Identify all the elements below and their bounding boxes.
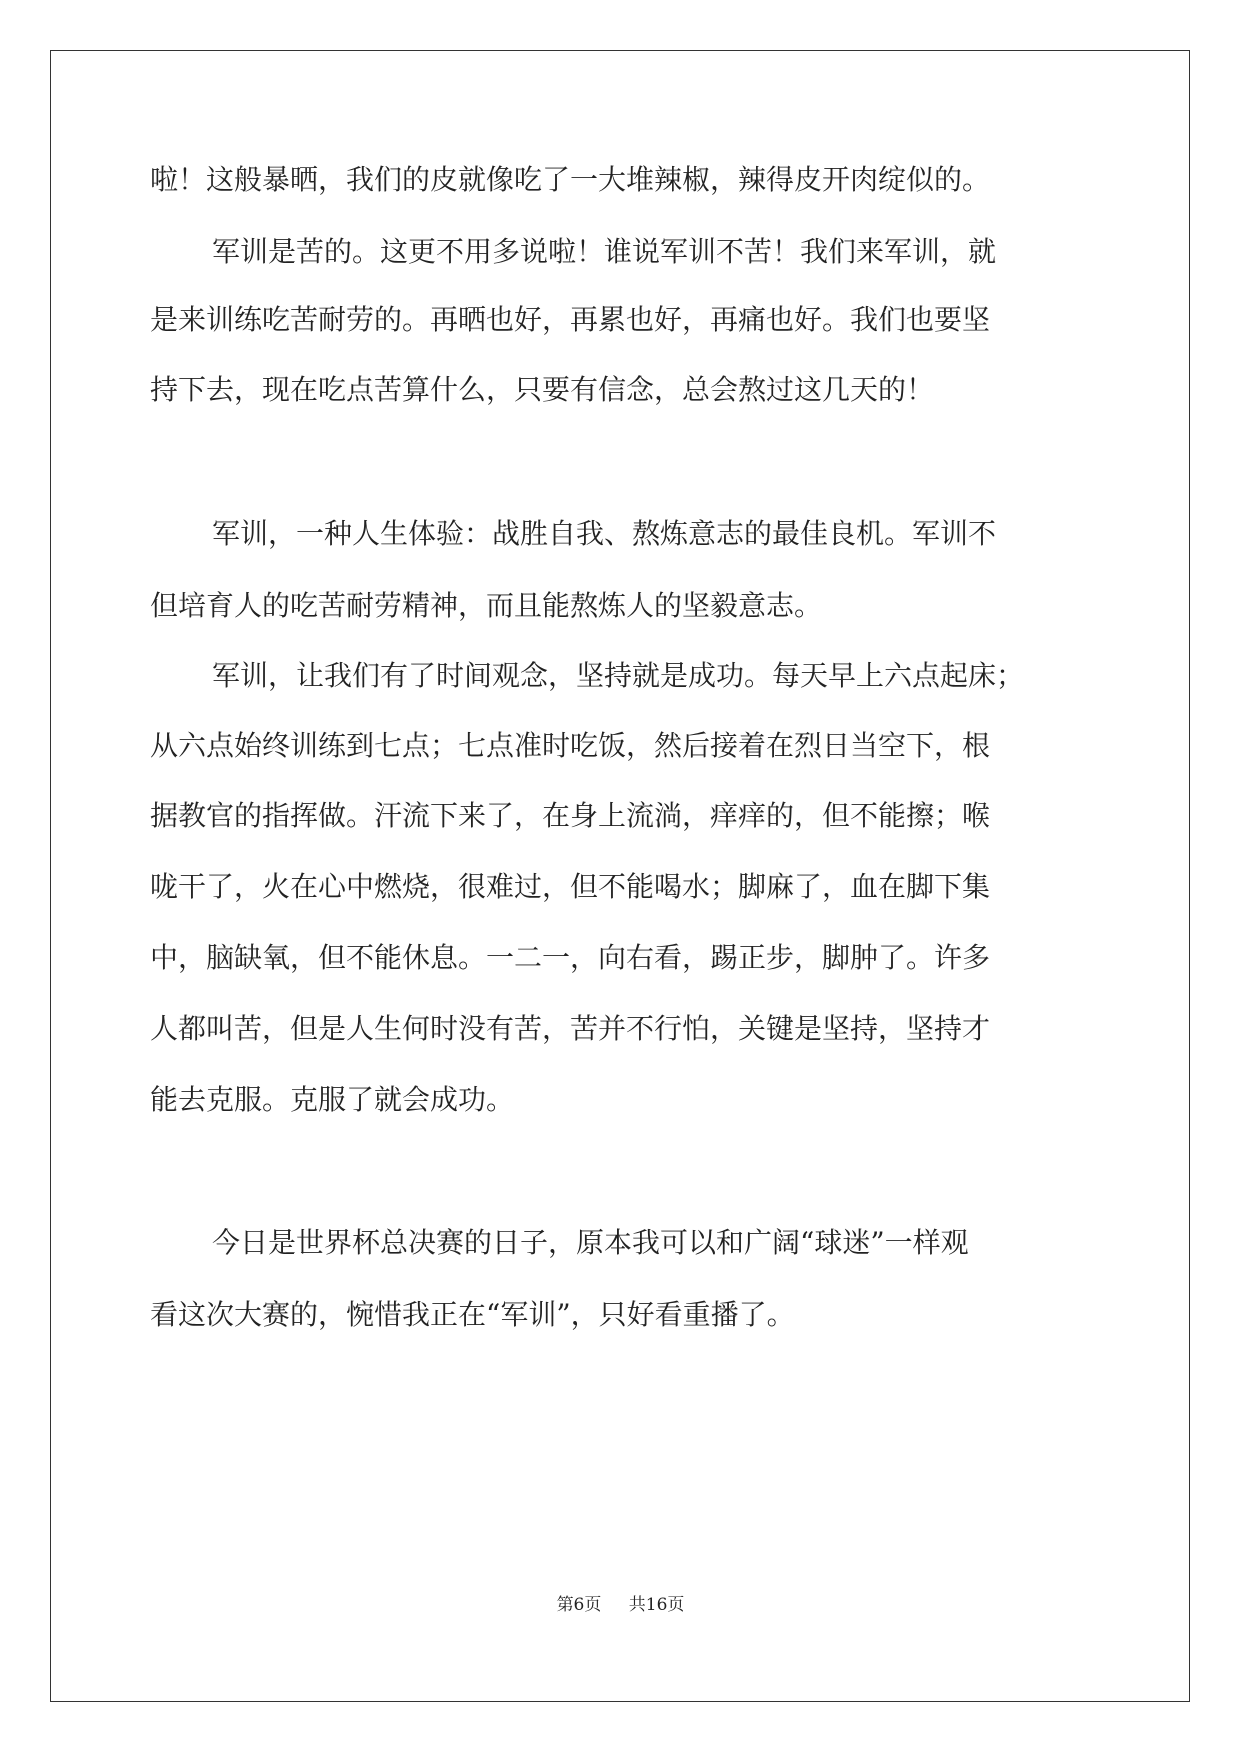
text-line: 持下去，现在吃点苦算什么，只要有信念，总会熬过这几天的！ [150,373,935,406]
text-line: 人都叫苦，但是人生何时没有苦，苦并不行怕，关键是坚持，坚持才 [150,1012,991,1045]
text-line: 能去克服。克服了就会成功。 [150,1083,515,1116]
text-line: 中，脑缺氧，但不能休息。一二一，向右看，踢正步，脚肿了。许多 [150,941,991,974]
text-line: 咙干了，火在心中燃烧，很难过，但不能喝水；脚麻了，血在脚下集 [150,870,991,903]
text-line: 看这次大赛的，惋惜我正在“军训”，只好看重播了。 [150,1298,795,1331]
page-footer [0,1590,1241,1615]
page-number: 第6页 [556,1595,602,1615]
text-line: 是来训练吃苦耐劳的。再晒也好，再累也好，再痛也好。我们也要坚 [150,303,991,336]
paragraph-first-line: 今日是世界杯总决赛的日子，原本我可以和广阔“球迷”一样观 [212,1226,969,1259]
text-line: 啦！这般暴晒，我们的皮就像吃了一大堆辣椒，辣得皮开肉绽似的。 [150,163,991,196]
text-line: 从六点始终训练到七点；七点准时吃饭，然后接着在烈日当空下，根 [150,729,991,762]
paragraph-first-line: 军训是苦的。这更不用多说啦！谁说军训不苦！我们来军训，就 [212,235,997,268]
paragraph-first-line: 军训，一种人生体验：战胜自我、熬炼意志的最佳良机。军训不 [212,517,997,550]
page-total: 共16页 [628,1595,685,1615]
text-line: 但培育人的吃苦耐劳精神，而且能熬炼人的坚毅意志。 [150,589,823,622]
paragraph-first-line: 军训，让我们有了时间观念，坚持就是成功。每天早上六点起床； [212,659,1025,692]
text-line: 据教官的指挥做。汗流下来了，在身上流淌，痒痒的，但不能擦；喉 [150,799,991,832]
